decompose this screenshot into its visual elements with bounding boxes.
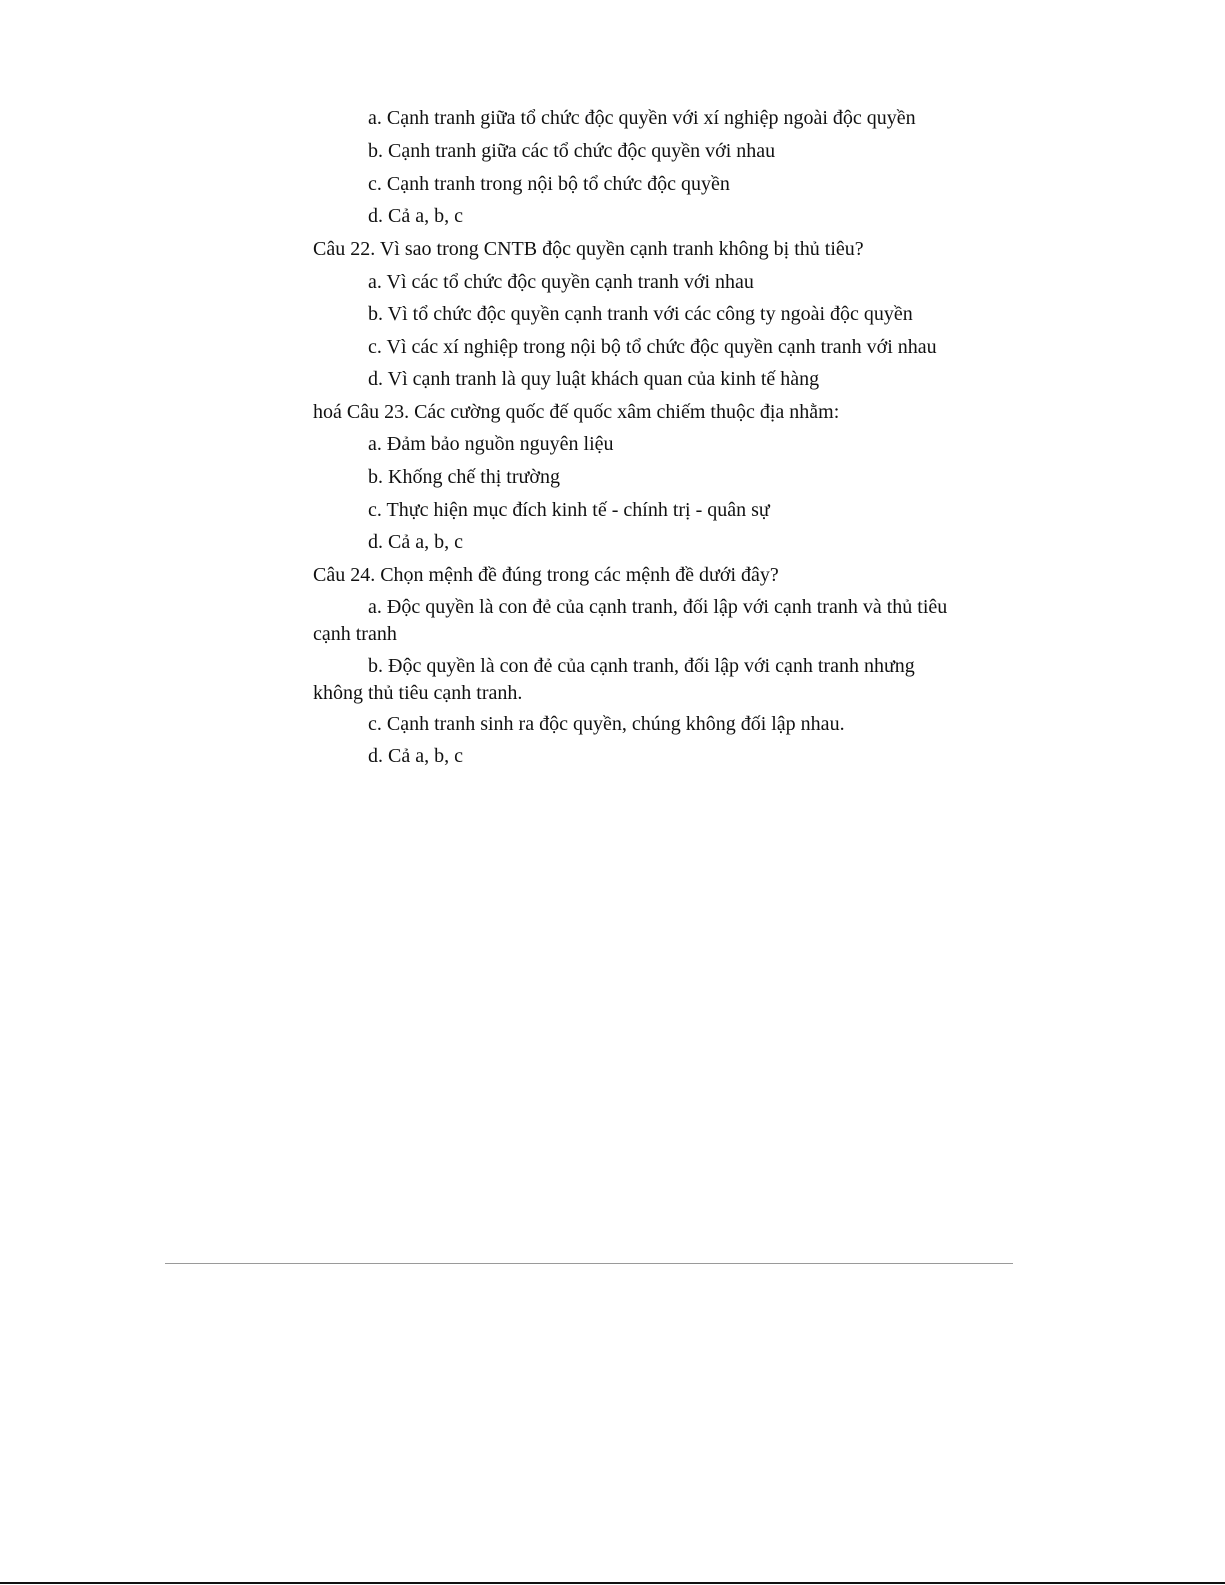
block1-option-b: b. Cạnh tranh giữa các tổ chức độc quyền với nhau (368, 140, 776, 162)
q24-option-d: d. Cả a, b, c (368, 745, 463, 767)
block1-option-d: d. Cả a, b, c (368, 205, 463, 227)
q24-option-b: b. Độc quyền là con đẻ của cạnh tranh, đối lập với cạnh tranh nhưng không thủ tiêu cạnh tranh. (313, 655, 915, 704)
q24-option-a: a. Độc quyền là con đẻ của cạnh tranh, đối lập với cạnh tranh và thủ tiêu cạnh tranh (313, 596, 948, 645)
footer-divider (165, 1263, 1013, 1264)
q23-option-a: a. Đảm bảo nguồn nguyên liệu (368, 433, 614, 455)
q23-option-b: b. Khống chế thị trường (368, 466, 560, 488)
block1-option-c: c. Cạnh tranh trong nội bộ tổ chức độc quyền (368, 173, 730, 195)
page-bottom-border (0, 1582, 1225, 1584)
q24-option-c: c. Cạnh tranh sinh ra độc quyền, chúng không đối lập nhau. (368, 713, 845, 735)
question-23: hoá Câu 23. Các cường quốc đế quốc xâm chiếm thuộc địa nhằm: (313, 401, 840, 423)
q23-option-c: c. Thực hiện mục đích kinh tế - chính trị - quân sự (368, 499, 770, 521)
q23-option-d: d. Cả a, b, c (368, 531, 463, 553)
question-22: Câu 22. Vì sao trong CNTB độc quyền cạnh tranh không bị thủ tiêu? (313, 238, 864, 260)
block1-option-a: a. Cạnh tranh giữa tổ chức độc quyền với xí nghiệp ngoài độc quyền (368, 107, 916, 129)
question-24: Câu 24. Chọn mệnh đề đúng trong các mệnh đề dưới đây? (313, 564, 779, 586)
q22-option-a: a. Vì các tổ chức độc quyền cạnh tranh với nhau (368, 271, 754, 293)
q22-option-c: c. Vì các xí nghiệp trong nội bộ tổ chức độc quyền cạnh tranh với nhau (368, 336, 937, 358)
q22-option-d: d. Vì cạnh tranh là quy luật khách quan của kinh tế hàng (368, 368, 820, 390)
q22-option-b: b. Vì tổ chức độc quyền cạnh tranh với các công ty ngoài độc quyền (368, 303, 913, 325)
